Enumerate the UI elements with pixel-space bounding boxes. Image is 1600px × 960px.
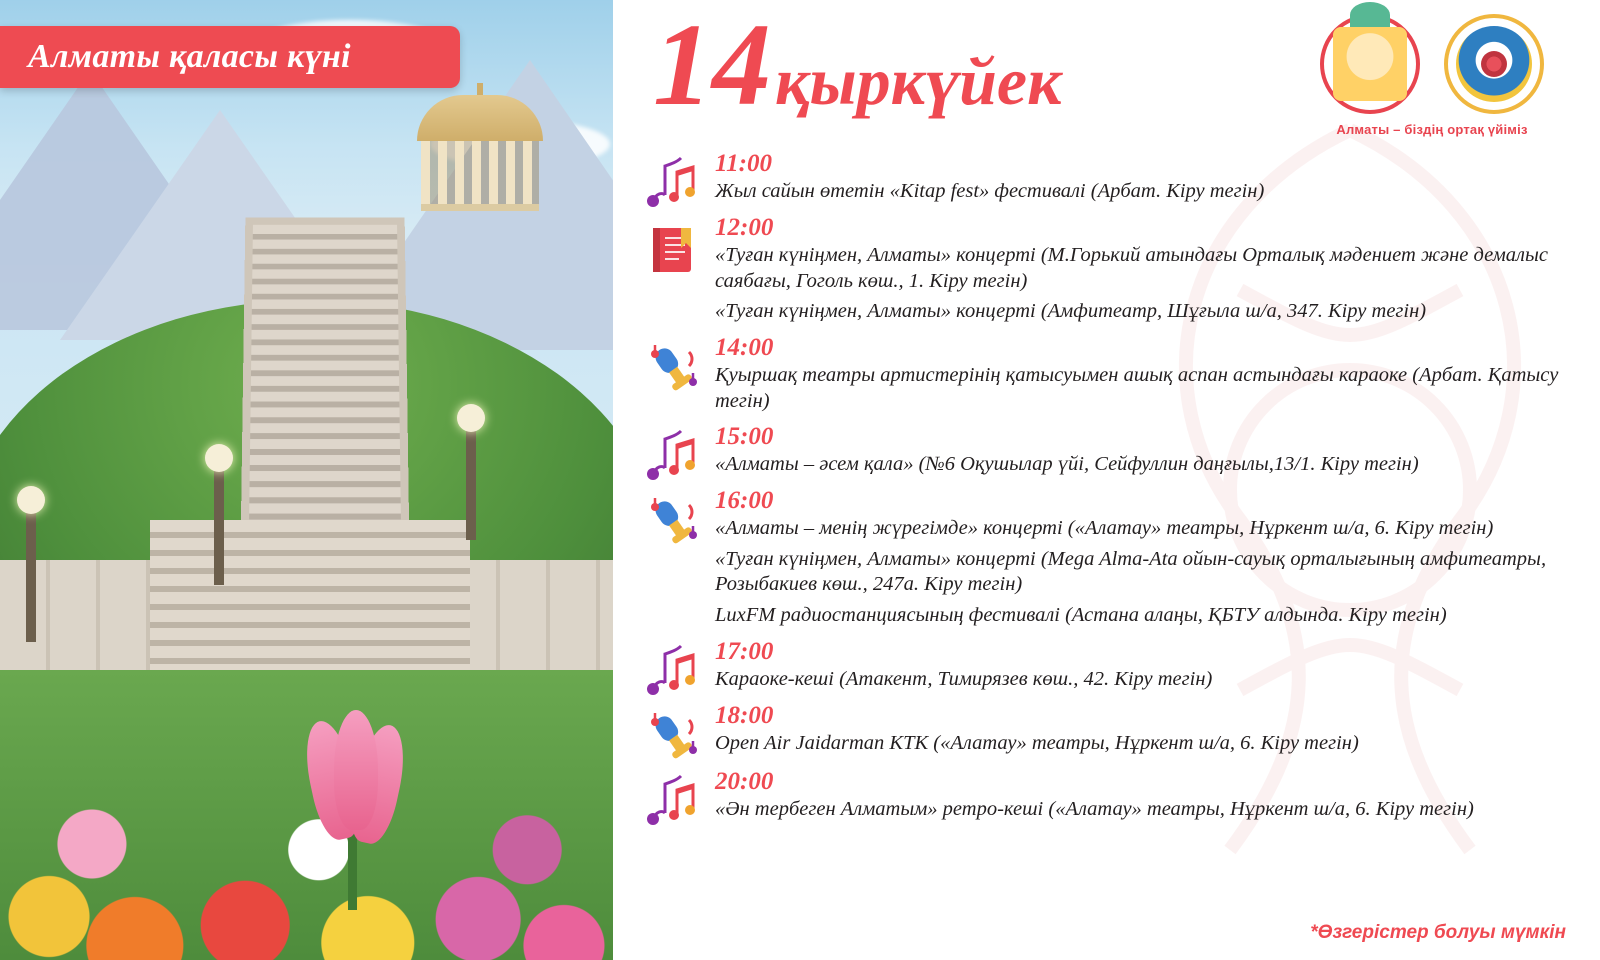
event-description: «Туған күніңмен, Алматы» концерті (М.Горький атындағы Орталық мәдениет және демалыс саябағы, Гоголь көш., 1. Кіру тегін): [715, 244, 1548, 292]
schedule-text: [715, 487, 1570, 634]
schedule-list: [613, 150, 1600, 828]
event-description: Open Air Jaidarman KTK («Алатау» театры, Нұркент ш/а, 6. Кіру тегін): [715, 731, 1359, 754]
event-time: 17:00: [715, 637, 774, 665]
event-description: LuxFM радиостанциясының фестивалі (Астана алаңы, ҚБТУ алдында. Кіру тегін): [715, 604, 1447, 626]
music-notes-icon: [629, 768, 715, 828]
logo-group: [1320, 14, 1544, 137]
street-lamp: [466, 430, 476, 540]
event-description: «Ән тербеген Алматым» ретро-кеші («Алатау» театры, Нұркент ш/а, 6. Кіру тегін): [715, 797, 1474, 820]
event-description: «Туған күніңмен, Алматы» концерті (Амфитеатр, Шұғыла ш/а, 347. Кіру тегін): [715, 300, 1427, 323]
music-notes-icon: [629, 638, 715, 698]
schedule-item: [629, 702, 1570, 764]
logo-caption: Алматы – біздің ортақ үйіміз: [1336, 122, 1528, 137]
date-block: [643, 0, 1062, 130]
poster-header: [613, 0, 1600, 150]
event-description: Караоке-кеші (Атакент, Тимирязев көш., 42. Кіру тегін): [715, 667, 1213, 690]
schedule-text: [715, 768, 1570, 828]
emblem-inner-art: [1456, 26, 1532, 102]
schedule-text: [715, 334, 1570, 419]
street-lamp: [26, 512, 36, 642]
schedule-item: [629, 214, 1570, 330]
event-description: Жыл сайын өтетін «Kitap fest» фестивалі (Арбат. Кіру тегін): [715, 180, 1265, 202]
rotunda-columns: [421, 141, 539, 211]
event-description: Қуыршақ театры артистерінің қатысуымен ашық аспан астындағы караоке (Арбат. Қатысу тегін): [715, 363, 1559, 412]
poster-title: Алматы қаласы күні: [28, 38, 351, 75]
event-time: 18:00: [715, 701, 774, 729]
event-time: 20:00: [715, 767, 774, 795]
rotunda-pavilion: [395, 95, 565, 225]
rotunda-dome: [417, 95, 543, 141]
illustration-panel: [0, 0, 613, 960]
schedule-item: [629, 423, 1570, 483]
logo-inner-art: [1333, 27, 1407, 101]
event-description: «Алматы – әсем қала» (№6 Оқушылар үйі, Сейфуллин даңғылы,13/1. Кіру тегін): [715, 453, 1419, 476]
microphone-icon: [629, 702, 715, 764]
schedule-item: [629, 768, 1570, 828]
schedule-text: [715, 638, 1570, 698]
lamp-head: [457, 404, 485, 432]
schedule-item: [629, 638, 1570, 698]
schedule-text: [715, 150, 1570, 210]
microphone-icon: [629, 334, 715, 396]
street-lamp: [214, 470, 224, 585]
schedule-item: [629, 150, 1570, 210]
event-time: 11:00: [715, 150, 772, 177]
music-notes-icon: [629, 423, 715, 483]
almaty-emblem-logo: [1444, 14, 1544, 114]
event-time: 15:00: [715, 423, 774, 451]
date-day: 14: [653, 0, 771, 130]
schedule-item: [629, 487, 1570, 634]
schedule-text: [715, 702, 1570, 762]
event-description: «Туған күніңмен, Алматы» концерті (Mega Alma-Ata ойын-сауық орталығының амфитеатры, Розыбакиев көш., 247а. Кіру тегін): [715, 547, 1547, 596]
tulip-petal: [334, 710, 378, 830]
logo-row: [1320, 14, 1544, 114]
content-panel: [613, 0, 1600, 960]
title-ribbon: [0, 26, 460, 88]
event-time: 14:00: [715, 333, 774, 361]
almaty-city-logo: [1320, 14, 1420, 114]
event-time: 16:00: [715, 487, 774, 515]
lamp-head: [205, 444, 233, 472]
schedule-text: [715, 423, 1570, 483]
event-time: 12:00: [715, 214, 774, 241]
rose-icon: [1481, 51, 1507, 77]
footnote-text: *Өзгерістер болуы мүмкін: [1310, 922, 1566, 943]
book-icon: [629, 214, 715, 278]
date-month: қыркүйек: [775, 43, 1062, 119]
apple-leaf-icon: [1350, 2, 1390, 28]
wide-steps: [150, 520, 470, 690]
schedule-text: [715, 214, 1570, 330]
microphone-icon: [629, 487, 715, 549]
tulip-flower: [300, 720, 390, 900]
schedule-item: [629, 334, 1570, 419]
music-notes-icon: [629, 150, 715, 210]
lamp-head: [17, 486, 45, 514]
event-description: «Алматы – менің жүрегімде» концерті («Алатау» театры, Нұркент ш/а, 6. Кіру тегін): [715, 517, 1494, 540]
